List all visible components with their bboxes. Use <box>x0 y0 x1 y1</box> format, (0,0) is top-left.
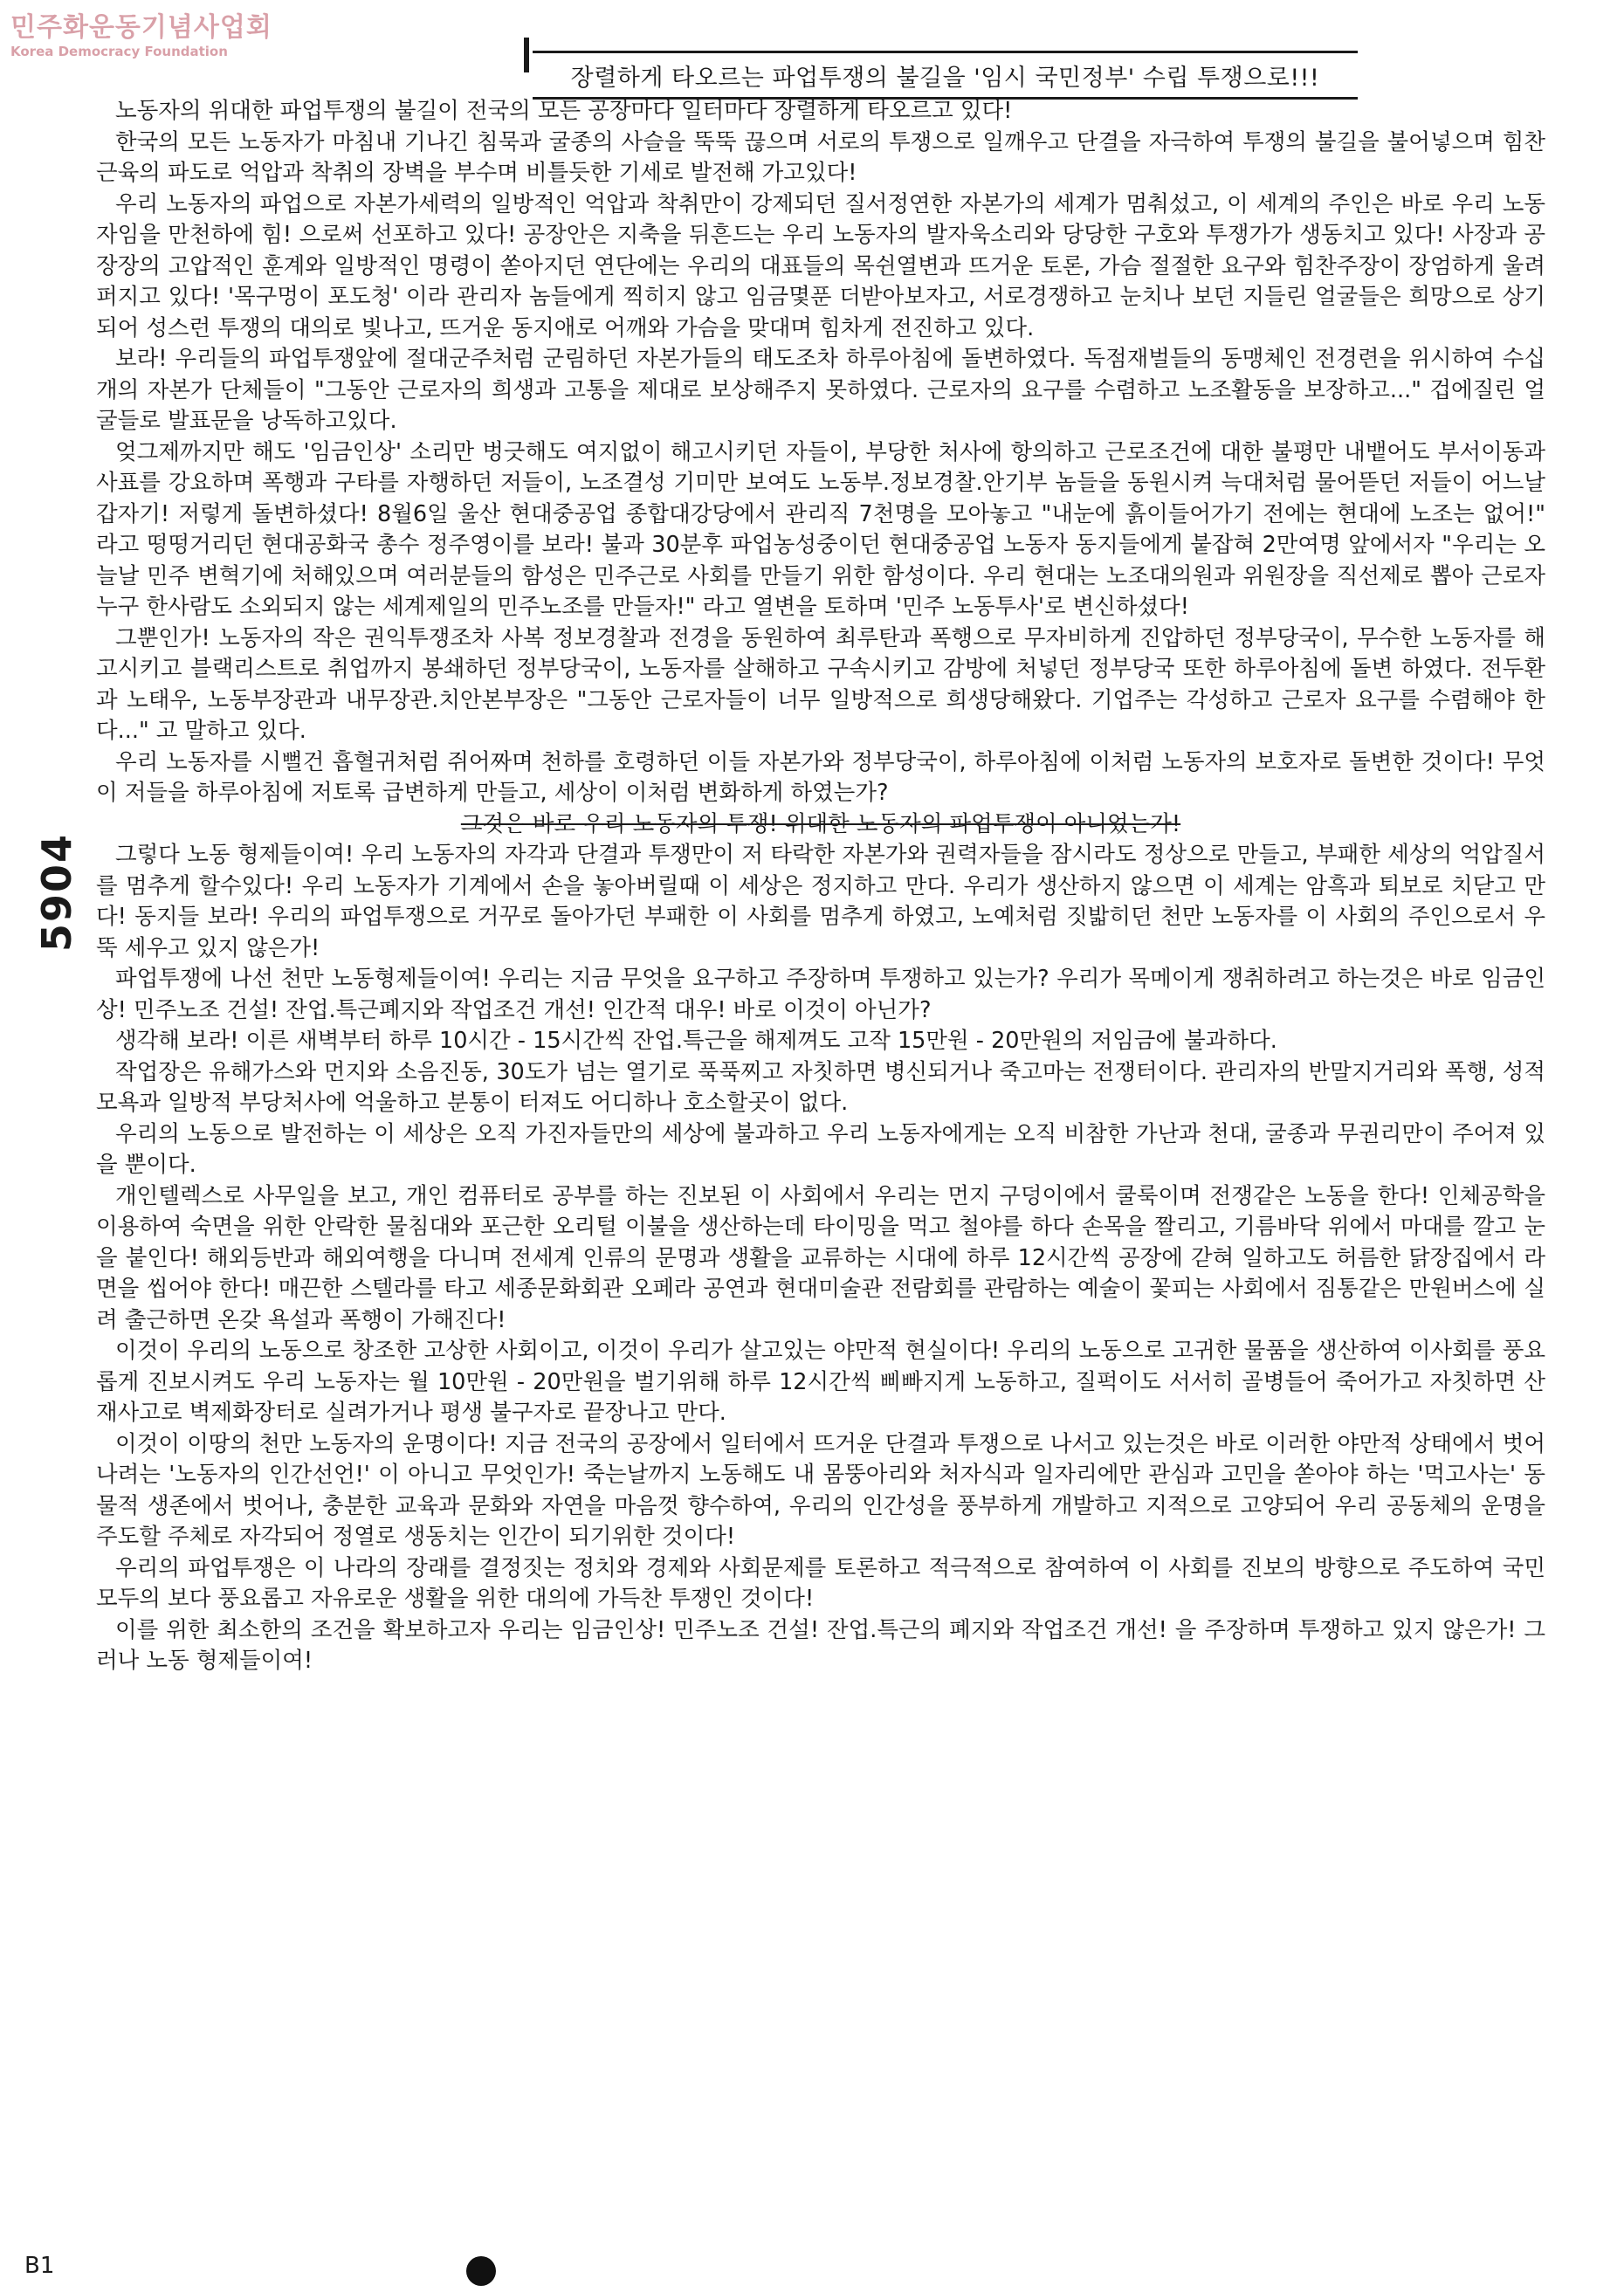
paragraph: 우리의 파업투쟁은 이 나라의 장래를 결정짓는 정치와 경제와 사회문제를 토론하고 적극적으로 참여하여 이 사회를 진보의 방향으로 주도하여 국민 모두의 보다 풍요롭고 자유로운 생활을 위한 대의에 가득찬 투쟁인 것이다! <box>96 1554 1545 1612</box>
paragraph: 보라! 우리들의 파업투쟁앞에 절대군주처럼 군림하던 자본가들의 태도조차 하루아침에 돌변하였다. 독점재벌들의 동맹체인 전경련을 위시하여 수십개의 자본가 단체들이 "그동안 근로자의 희생과 고통을 제대로 보상해주지 못하였다. 근로자의 요구를 수렴하고 노조활동을 보장하고..." 겁에질린 얼굴들로 발표문을 낭독하고있다. <box>96 346 1545 434</box>
leaflet-body <box>96 96 1545 1677</box>
struck-through-line: 그것은 바로 우리 노동자의 투쟁! 위대한 노동자의 파업투쟁이 아니었는가! <box>460 810 1181 837</box>
paragraph: 그뿐인가! 노동자의 작은 권익투쟁조차 사복 정보경찰과 전경을 동원하여 최루탄과 폭행으로 무자비하게 진압하던 정부당국이, 무수한 노동자를 해고시키고 블랙리스트로 취업까지 봉쇄하던 정부당국이, 노동자를 살해하고 구속시키고 감방에 처넣던 정부당국 또한 하루아침에 돌변 하였다. 전두환과 노태우, 노동부장관과 내무장관.치안본부장은 "그동안 근로자들이 너무 일방적으로 희생당해왔다. 기업주는 각성하고 근로자 요구를 수렴해야 한다..." 고 말하고 있다. <box>96 624 1545 744</box>
page-title: 장렬하게 타오르는 파업투쟁의 불길을 '임시 국민정부' 수립 투쟁으로!!! <box>570 64 1320 92</box>
paragraph: 노동자의 위대한 파업투쟁의 불길이 전국의 모든 공장마다 일터마다 장렬하게 타오르고 있다! <box>115 98 1013 124</box>
watermark-korean: 민주화운동기념사업회 <box>10 12 272 43</box>
handwritten-margin-note: 5904 <box>33 832 80 952</box>
ink-blot <box>466 2256 496 2286</box>
paragraph: 작업장은 유해가스와 먼지와 소음진동, 30도가 넘는 열기로 푹푹찌고 자칫하면 병신되거나 죽고마는 전쟁터이다. 관리자의 반말지거리와 폭행, 성적모욕과 일방적 부당처사에 억울하고 분통이 터져도 어디하나 호소할곳이 없다. <box>96 1058 1545 1116</box>
paragraph: 생각해 보라! 이른 새벽부터 하루 10시간 - 15시간씩 잔업.특근을 해제껴도 고작 15만원 - 20만원의 저임금에 불과하다. <box>115 1028 1277 1054</box>
page-mark: B1 <box>24 2253 55 2279</box>
paragraph: 엊그제까지만 해도 '임금인상' 소리만 벙긋해도 여지없이 해고시키던 자들이, 부당한 처사에 항의하고 근로조건에 대한 불평만 내뱉어도 부서이동과 사표를 강요하며 폭행과 구타를 자행하던 저들이, 노조결성 기미만 보여도 노동부.정보경찰.안기부 놈들을 동원시켜 늑대처럼 물어뜯던 저들이 어느날 갑자기! 저렇게 돌변하셨다! 8월6일 울산 현대중공업 종합대강당에서 관리직 7천명을 모아놓고 "내눈에 흙이들어가기 전에는 현대에 노조는 없어!" 라고 떵떵거리던 현대공화국 총수 정주영이를 보라! 불과 30분후 파업농성중이던 현대중공업 노동자 동지들에게 붙잡혀 2만여명 앞에서자 "우리는 오늘날 민주 변혁기에 처해있으며 여러분들의 함성은 민주근로 사회를 만들기 위한 함성이다. 우리 현대는 노조대의원과 위원장을 직선제로 뽑아 근로자 누구 한사람도 소외되지 않는 세계제일의 민주노조를 만들자!" 라고 열변을 토하며 '민주 노동투사'로 변신하셨다! <box>96 438 1545 620</box>
paragraph: 우리 노동자의 파업으로 자본가세력의 일방적인 억압과 착취만이 강제되던 질서정연한 자본가의 세계가 멈춰섰고, 이 세계의 주인은 바로 우리 노동자임을 만천하에 힘! 으로써 선포하고 있다! 공장안은 지축을 뒤흔드는 우리 노동자의 발자욱소리와 당당한 구호와 투쟁가가 생동치고 있다! 사장과 공장장의 고압적인 훈계와 일방적인 명령이 쏟아지던 연단에는 우리의 대표들의 목쉰열변과 뜨거운 토론, 가슴 절절한 요구와 힘찬주장이 장엄하게 울려 퍼지고 있다! '목구멍이 포도청' 이라 관리자 놈들에게 찍히지 않고 임금몇푼 더받아보자고, 서로경쟁하고 눈치나 보던 지들린 얼굴들은 희망으로 상기되어 성스런 투쟁의 대의로 빛나고, 뜨거운 동지애로 어깨와 가슴을 맞대며 힘차게 전진하고 있다. <box>96 190 1545 341</box>
paragraph: 우리 노동자를 시뻘건 흡혈귀처럼 쥐어짜며 천하를 호령하던 이들 자본가와 정부당국이, 하루아침에 이처럼 노동자의 보호자로 돌변한 것이다! 무엇이 저들을 하루아침에 저토록 급변하게 만들고, 세상이 이처럼 변화하게 하였는가? <box>96 748 1545 806</box>
headline-banner <box>533 51 1358 100</box>
paragraph: 이를 위한 최소한의 조건을 확보하고자 우리는 임금인상! 민주노조 건설! 잔업.특근의 폐지와 작업조건 개선! 을 주장하며 투쟁하고 있지 않은가! 그러나 노동 형제들이여! <box>96 1616 1545 1674</box>
paragraph: 개인텔렉스로 사무일을 보고, 개인 컴퓨터로 공부를 하는 진보된 이 사회에서 우리는 먼지 구덩이에서 쿨룩이며 전쟁같은 노동을 한다! 인체공학을 이용하여 숙면을 위한 안락한 물침대와 포근한 오리털 이불을 생산하는데 타이밍을 먹고 철야를 하다 손목을 짤리고, 기름바닥 위에서 마대를 깔고 눈을 붙인다! 해외등반과 해외여행을 다니며 전세계 인류의 문명과 생활을 교류하는 시대에 하루 12시간씩 공장에 갇혀 일하고도 허름한 닭장집에서 라면을 씹어야 한다! 매끈한 스텔라를 타고 세종문화회관 오페라 공연과 현대미술관 전람회를 관람하는 예술이 꽃피는 사회에서 짐통같은 만원버스에 실려 출근하면 온갖 욕설과 폭행이 가해진다! <box>96 1182 1545 1333</box>
paragraph: 그렇다 노동 형제들이여! 우리 노동자의 자각과 단결과 투쟁만이 저 타락한 자본가와 권력자들을 잠시라도 정상으로 만들고, 부패한 세상의 억압질서를 멈추게 할수있다! 우리 노동자가 기계에서 손을 놓아버릴때 이 세상은 정지하고 만다. 우리가 생산하지 않으면 이 세계는 암흑과 퇴보로 치닫고 만다! 동지들 보라! 우리의 파업투쟁으로 거꾸로 돌아가던 부패한 이 사회를 멈추게 하였고, 노예처럼 짓밟히던 천만 노동자를 이 사회의 주인으로서 우뚝 세우고 있지 않은가! <box>96 842 1545 961</box>
paragraph: 한국의 모든 노동자가 마침내 기나긴 침묵과 굴종의 사슬을 뚝뚝 끊으며 서로의 투쟁으로 일깨우고 단결을 자극하여 투쟁의 불길을 불어넣으며 힘찬 근육의 파도로 억압과 착취의 장벽을 부수며 비틀듯한 기세로 발전해 가고있다! <box>96 128 1545 186</box>
paragraph: 이것이 이땅의 천만 노동자의 운명이다! 지금 전국의 공장에서 일터에서 뜨거운 단결과 투쟁으로 나서고 있는것은 바로 이러한 야만적 상태에서 벗어나려는 '노동자의 인간선언!' 이 아니고 무엇인가! 죽는날까지 노동해도 내 몸뚱아리와 처자식과 일자리에만 관심과 고민을 쏟아야 하는 '먹고사는' 동물적 생존에서 벗어나, 충분한 교육과 문화와 자연을 마음껏 향수하여, 우리의 인간성을 풍부하게 개발하고 지적으로 고양되어 우리 공동체의 운명을 주도할 주체로 자각되어 정열로 생동치는 인간이 되기위한 것이다! <box>96 1430 1545 1550</box>
watermark-english: Korea Democracy Foundation <box>10 44 228 59</box>
paragraph: 파업투쟁에 나선 천만 노동형제들이여! 우리는 지금 무엇을 요구하고 주장하며 투쟁하고 있는가? 우리가 목메이게 쟁취하려고 하는것은 바로 임금인상! 민주노조 건설! 잔업.특근폐지와 작업조건 개선! 인간적 대우! 바로 이것이 아닌가? <box>96 966 1545 1023</box>
banner-flag-mark <box>524 38 529 72</box>
watermark-logo <box>10 12 272 59</box>
paragraph: 이것이 우리의 노동으로 창조한 고상한 사회이고, 이것이 우리가 살고있는 야만적 현실이다! 우리의 노동으로 고귀한 물품을 생산하여 이사회를 풍요롭게 진보시켜도 우리 노동자는 월 10만원 - 20만원을 벌기위해 하루 12시간씩 삐빠지게 노동하고, 질퍽이도 서서히 골병들어 죽어가고 자칫하면 산재사고로 벽제화장터로 실려가거나 평생 불구자로 끝장나고 만다. <box>96 1338 1545 1426</box>
paragraph: 우리의 노동으로 발전하는 이 세상은 오직 가진자들만의 세상에 불과하고 우리 노동자에게는 오직 비참한 가난과 천대, 굴종과 무권리만이 주어져 있을 뿐이다. <box>96 1120 1545 1178</box>
